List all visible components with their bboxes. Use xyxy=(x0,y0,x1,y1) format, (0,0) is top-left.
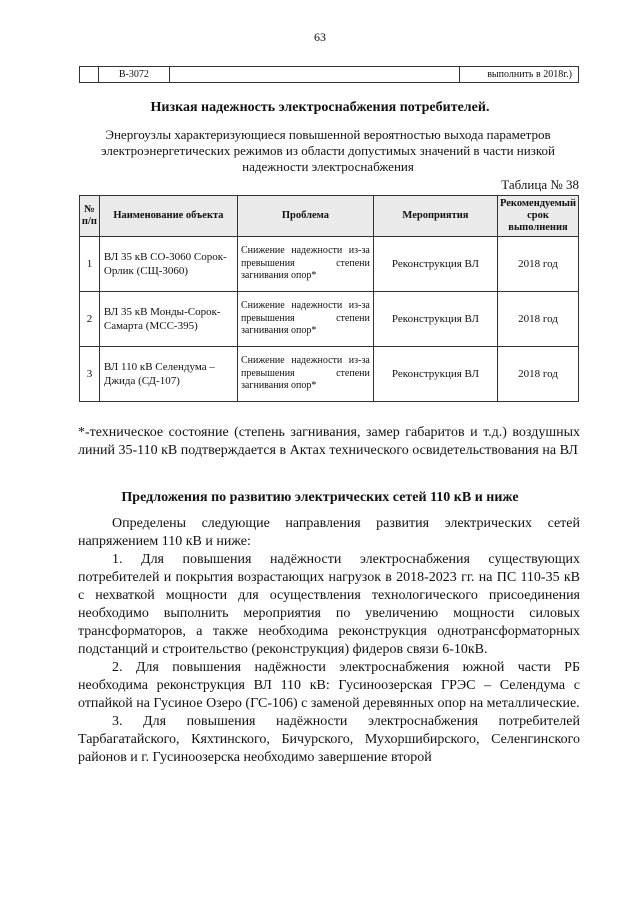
continued-table-row xyxy=(79,66,579,83)
header-problem: Проблема xyxy=(237,196,373,237)
paragraph: 1. Для повышения надёжности электроснабжения существующих потребителей и покрытия возрастающих нагрузок в 2018-2023 гг. на ПС 110-35 кВ с нехваткой мощности для осуществления технологического присоединения необходимо выполнить мероприятия по увеличению мощности силовых трансформаторов, а также необходима реконструкция однотрансформаторных подстанций и строительство (реконструкция) фидеров связи 6-10кВ. xyxy=(78,552,580,657)
row-object: ВЛ 35 кВ Монды-Сорок-Самарта (МСС-395) xyxy=(99,292,237,347)
header-num: № п/п xyxy=(80,196,100,237)
row-measures: Реконструкция ВЛ xyxy=(373,292,497,347)
reliability-table xyxy=(79,195,579,402)
row-term: 2018 год xyxy=(498,237,579,292)
table-label: Таблица № 38 xyxy=(501,177,579,192)
table-header-row xyxy=(80,196,579,237)
intro-paragraph: Энергоузлы характеризующиеся повышенной вероятностью выхода параметров электроэнергетических режимов из области допустимых значений в части низкой надежности электроснабжения xyxy=(101,127,555,174)
term-cell: выполнить в 2018г.) xyxy=(460,67,579,83)
section-heading-development: Предложения по развитию электрических сетей 110 кВ и ниже xyxy=(121,490,519,505)
row-object: ВЛ 110 кВ Селендума – Джида (СД-107) xyxy=(99,347,237,402)
header-term: Рекомендуемый срок выполнения xyxy=(498,196,579,237)
body-text xyxy=(78,515,580,767)
paragraph: 2. Для повышения надёжности электроснабжения южной части РБ необходима реконструкция ВЛ 110 кВ: Гусиноозерская ГРЭС – Селендума с отпайкой на Гусиное Озеро (ГС-106) с заменой деревянных опор на металлические. xyxy=(78,660,580,711)
row-problem: Снижение надежности из-за превышения степени загнивания опор* xyxy=(237,292,373,347)
row-term: 2018 год xyxy=(498,347,579,402)
row-problem: Снижение надежности из-за превышения степени загнивания опор* xyxy=(237,237,373,292)
table-row xyxy=(80,237,579,292)
row-term: 2018 год xyxy=(498,292,579,347)
table-row xyxy=(80,292,579,347)
footnote: *-техническое состояние (степень загнивания, замер габаритов и т.д.) воздушных линий 35-110 кВ подтверждается в Актах технического освидетельствования на ВЛ xyxy=(78,425,580,458)
row-object: ВЛ 35 кВ СО-3060 Сорок-Орлик (СЩ-3060) xyxy=(99,237,237,292)
row-measures: Реконструкция ВЛ xyxy=(373,347,497,402)
paragraph: Определены следующие направления развития электрических сетей напряжением 110 кВ и ниже: xyxy=(78,516,580,549)
row-num: 2 xyxy=(80,292,100,347)
header-object: Наименование объекта xyxy=(99,196,237,237)
row-num: 1 xyxy=(80,237,100,292)
row-num: 3 xyxy=(80,347,100,402)
header-measures: Мероприятия xyxy=(373,196,497,237)
empty-cell xyxy=(169,67,459,83)
empty-cell xyxy=(80,67,99,83)
table-row xyxy=(80,67,579,83)
code-cell: В-3072 xyxy=(98,67,169,83)
page-number: 63 xyxy=(314,30,326,44)
paragraph: 3. Для повышения надёжности электроснабжения потребителей Тарбагатайского, Кяхтинского, Бичурского, Мухоршибирского, Селенгинского районов и г. Гусиноозерска необходимо завершение второй xyxy=(78,714,580,765)
row-measures: Реконструкция ВЛ xyxy=(373,237,497,292)
section-heading-reliability: Низкая надежность электроснабжения потребителей. xyxy=(150,100,490,115)
row-problem: Снижение надежности из-за превышения степени загнивания опор* xyxy=(237,347,373,402)
table-row xyxy=(80,347,579,402)
